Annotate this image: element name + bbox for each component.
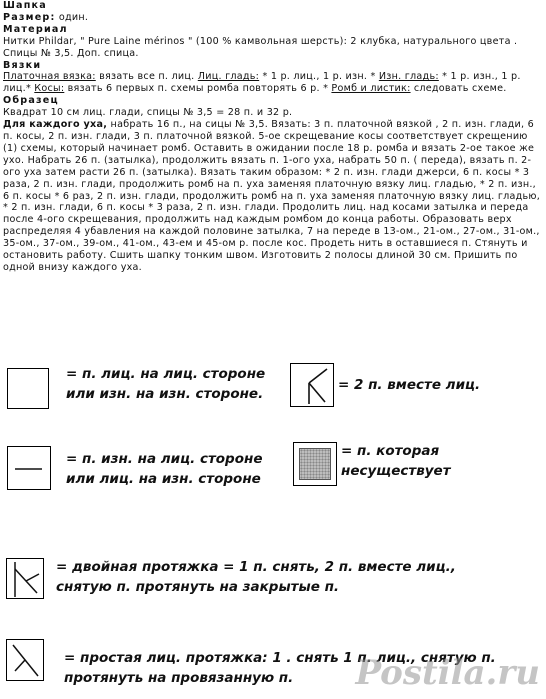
ears-text: набрать 16 п., на сицы № 3,5. Вязать: 3 п. платочной вязкой , 2 п. изн. глади, 6 п. косы, 2 п. изн. глади, 3 п. платочной вязкой. 5-ое скрещевание косы соответствует скрещению (1) схемы, который начинает ромб. Оставить в ожидании после 18 р. ромба и вязать 2-ое такое же ухо. Набрать 26 п. (затылка), продолжить вязать п. 1-ого уха, набрать 50 п. ( переда), вязать п. 2-ого уха затем расти 26 п. (затылка). Вязать таким образом: * 2 п. изн. глади джерси, 6 п. косы * 3 раза, 2 п. изн. глади, продолжить ромб на п. уха заменяя платочную вязку лиц. гладью, * 2 п. изн., 6 п. косы * 6 раз, 2 п. изн. глади, продолжить ромб на п. уха заменяя платочную вязку лиц. гладью, * 2 п. изн. глади, 6 п. косы * 3 раза, 2 п. изн. глади. Продолить лиц. над косами затылка и переда после 4-ого скрещевания, продолжить над каждым ромбом до конца работы. Образовать верх распределяя 4 убавления на каждой половине затылка, 7 на переде в 13-ом., 21-ом., 27-ом., 31-ом., 35-ом., 37-ом., 39-ом., 41-ом., 43-ем и 45-ом р. после кос. Продеть нить в оставшиеся п. Стянуть и остановить работу. Сшить шапку тонким швом. Изготовить 2 полосы длиной 30 см. Пришить по одной внизу каждого уха. bbox=[3, 119, 541, 273]
single-decrease-icon bbox=[6, 639, 44, 681]
k2tog-icon bbox=[290, 363, 334, 407]
legend-knit-line1: = п. лиц. на лиц. стороне bbox=[66, 366, 266, 382]
legend-knit-text bbox=[66, 364, 265, 404]
legend-double-decrease-text bbox=[56, 557, 456, 597]
knits-text bbox=[3, 71, 543, 95]
gauge-text: Квадрат 10 см лиц. глади, спицы № 3,5 = 28 п. и 32 р. bbox=[3, 107, 293, 119]
legend-purl-line1: = п. изн. на лиц. стороне bbox=[66, 451, 263, 467]
ears-label: Для каждого уха, bbox=[3, 119, 108, 131]
knit-stockinette-text: * 1 р. лиц., 1 р. изн. * bbox=[259, 71, 379, 83]
legend-nostitch-line1: = п. которая bbox=[341, 443, 440, 459]
legend-purl-line2: или лиц. на изн. стороне bbox=[66, 471, 261, 487]
title: Шапка bbox=[3, 0, 47, 11]
legend-nostitch-text bbox=[341, 441, 451, 481]
size-value: один. bbox=[55, 11, 89, 23]
size-line bbox=[3, 12, 543, 24]
no-stitch-icon bbox=[293, 442, 337, 486]
knit-cables-label: Косы: bbox=[34, 83, 65, 95]
size-label: Размер: bbox=[3, 11, 56, 23]
legend-nostitch-line2: несуществует bbox=[341, 463, 451, 479]
knit-reverse-label: Изн. гладь: bbox=[378, 71, 439, 83]
knit-diamond-label: Ромб и листик: bbox=[331, 83, 411, 95]
legend-knit-line2: или изн. на изн. стороне. bbox=[66, 386, 264, 402]
knit-garter-text: вязать все п. лиц. bbox=[95, 71, 198, 83]
legend-single-decrease-line1: = простая лиц. протяжка: 1 . снять 1 п. лиц., снятую п. bbox=[64, 650, 496, 666]
dotted-fill-icon bbox=[299, 448, 331, 480]
watermark: Postila.ru bbox=[355, 653, 540, 693]
knit-garter-label: Платочная вязка: bbox=[3, 71, 96, 83]
knit-reverse-text: * 1 р. изн., 1 р. лиц.* bbox=[3, 71, 521, 95]
knits-heading: Вязки bbox=[3, 59, 42, 71]
knit-stockinette-label: Лиц. гладь: bbox=[197, 71, 260, 83]
empty-square-icon bbox=[7, 368, 49, 409]
materials-text: Нитки Phildar, " Pure Laine mérinos " (100 % камвольная шерсть): 2 клубка, натурального цвета . Спицы № 3,5. Доп. спица. bbox=[3, 35, 518, 59]
knit-diamond-text: следовать схеме. bbox=[410, 83, 507, 95]
legend-k2tog-text bbox=[338, 375, 480, 395]
ears-paragraph bbox=[3, 119, 543, 274]
gauge-heading: Образец bbox=[3, 95, 59, 107]
legend-double-decrease-line1: = двойная протяжка = 1 п. снять, 2 п. вместе лиц., bbox=[56, 559, 456, 575]
knit-cables-text: вязать 6 первых п. схемы ромба повторять 6 р. * bbox=[64, 83, 332, 95]
dash-square-icon bbox=[7, 446, 51, 490]
materials-heading: Материал bbox=[3, 23, 68, 35]
legend-single-decrease-line2: протянуть на провязанную п. bbox=[64, 670, 294, 686]
pattern-document bbox=[3, 0, 543, 274]
legend-k2tog-line1: = 2 п. вместе лиц. bbox=[338, 377, 481, 393]
double-decrease-icon bbox=[6, 558, 44, 599]
legend-double-decrease-line2: снятую п. протянуть на закрытые п. bbox=[56, 579, 340, 595]
legend-purl-text bbox=[66, 449, 262, 489]
